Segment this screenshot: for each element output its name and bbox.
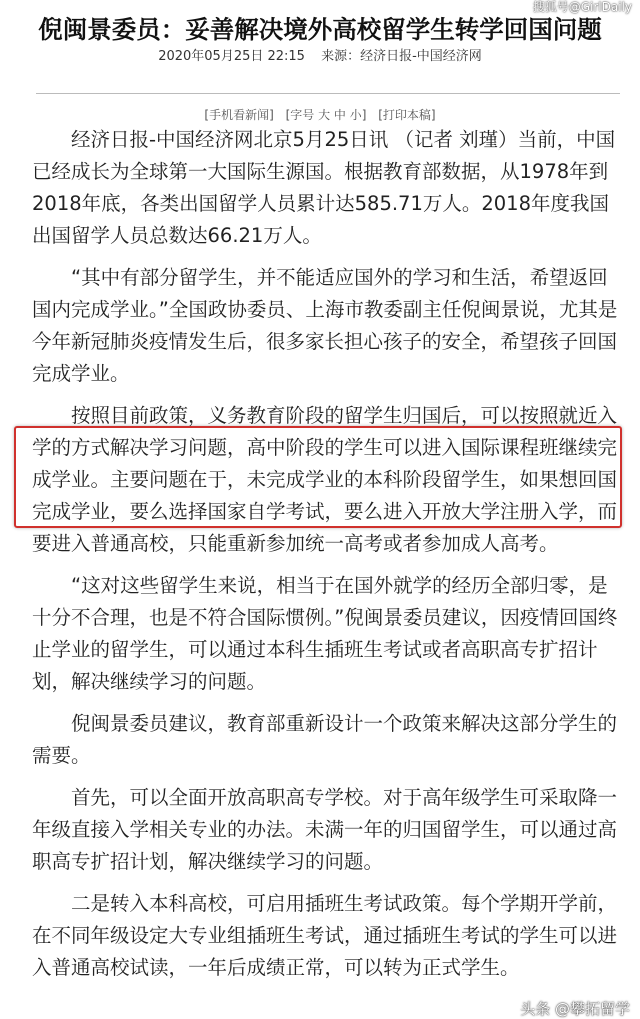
print-link[interactable]: [打印本稿] [378,108,436,122]
article-meta [20,48,620,66]
divider [36,93,620,94]
paragraph-highlighted: “这对这些留学生来说，相当于在国外就学的经历全部归零，是十分不合理，也是不符合国际惯例。”倪闽景委员建议，因疫情回国终止学业的留学生，可以通过本科生插班生考试或者高职高专扩招计划，解决继续学习的问题。 [32,574,618,693]
article-title: 倪闽景委员：妥善解决境外高校留学生转学回国问题 [38,15,602,44]
article-body [32,124,618,994]
paragraph: 首先，可以全面开放高职高专学校。对于高年级学生可采取降一年级直接入学相关专业的办法。未满一年的归国留学生，可以通过高职高专扩招计划，解决继续学习的问题。 [32,786,618,873]
watermark-top: 搜狐号@GirlDaily [532,0,632,14]
paragraph: “其中有部分留学生，并不能适应国外的学习和生活，希望返回国内完成学业。”全国政协委员、上海市教委副主任倪闽景说，尤其是今年新冠肺炎疫情发生后，很多家长担心孩子的安全，希望孩子回国完成学业。 [32,266,618,385]
article-source: 来源：经济日报-中国经济网 [321,49,482,64]
paragraph: 二是转入本科高校，可启用插班生考试政策。每个学期开学前，在不同年级设定大专业组插班生考试，通过插班生考试的学生可以进入普通高校试读，一年后成绩正常，可以转为正式学生。 [32,892,618,979]
highlight-box [14,426,622,528]
paragraph: 按照目前政策，义务教育阶段的留学生归国后，可以按照就近入学的方式解决学习问题，高中阶段的学生可以进入国际课程班继续完成学业。主要问题在于，未完成学业的本科阶段留学生，如果想回国完成学业，要么选择国家自学考试，要么进入开放大学注册入学，而要进入普通高校，只能重新参加统一高考或者参加成人高考。 [32,404,618,555]
mobile-news-link[interactable]: [手机看新闻] [204,108,274,122]
font-size-links[interactable]: [字号 大 中 小] [285,108,367,122]
article-tools [20,107,620,123]
paragraph: 倪闽景委员建议，教育部重新设计一个政策来解决这部分学生的需要。 [32,712,618,767]
paragraph: 经济日报-中国经济网北京5月25日讯 （记者 刘瑾）当前，中国已经成长为全球第一大国际生源国。根据教育部数据，从1978年到2018年底，各类出国留学人员累计达585.71万人。2018年度我国出国留学人员总数达66.21万人。 [32,128,616,247]
watermark-bottom: 头条 @攀拓留学 [520,1000,630,1018]
publish-date: 2020年05月25日 22:15 [158,49,305,64]
